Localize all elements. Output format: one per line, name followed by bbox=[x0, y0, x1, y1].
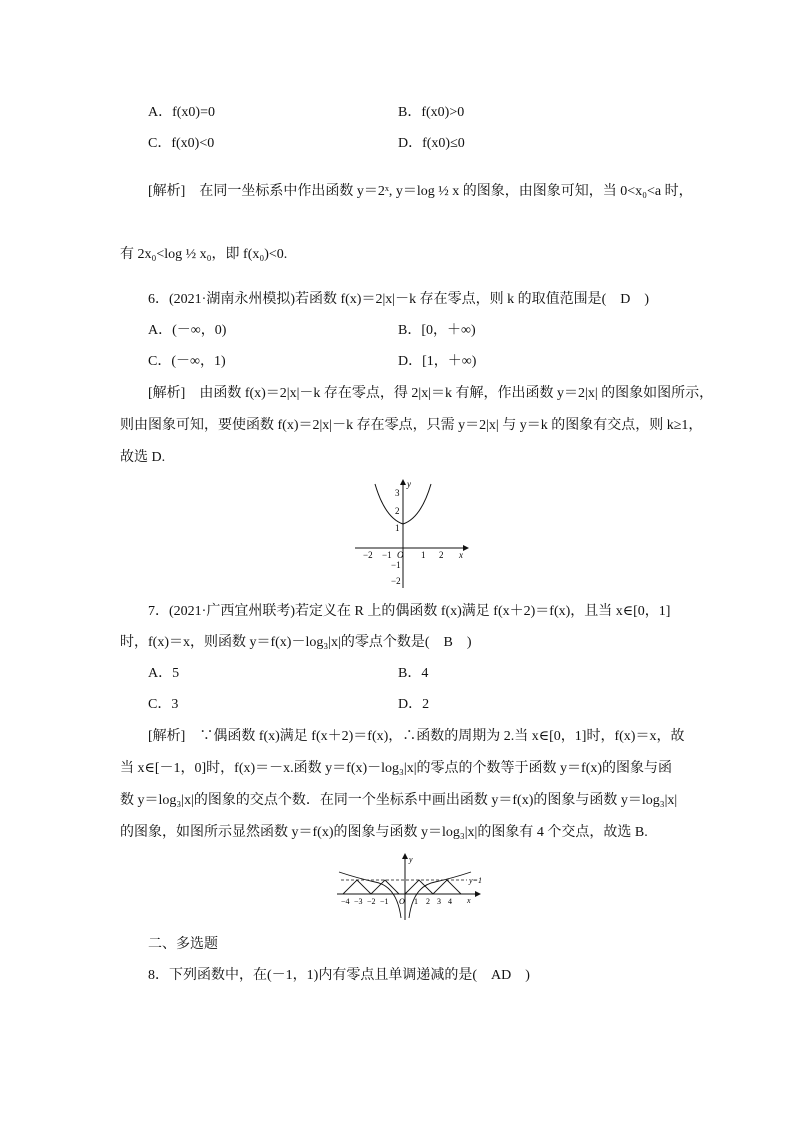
q6-ytick: −1 bbox=[391, 560, 401, 570]
q6-analysis-line3: 故选 D. bbox=[120, 450, 166, 465]
q6-analysis-line2: 则由图象可知，要使函数 f(x)＝2|x|－k 存在零点，只需 y＝2|x| 与 y＝k 的图象有交点，则 k≥1， bbox=[120, 418, 703, 433]
q6-option-c: C．(－∞，1) bbox=[148, 354, 226, 369]
q6-x-arrow bbox=[463, 545, 469, 551]
q7-xtick: −4 bbox=[341, 897, 350, 906]
q7-log-left bbox=[339, 872, 401, 918]
q7-option-d: D．2 bbox=[398, 697, 430, 712]
section-heading: 二、多选题 bbox=[148, 937, 218, 952]
q5-option-b: B．f(x0)>0 bbox=[398, 105, 465, 120]
q7-xtick: 2 bbox=[426, 897, 430, 906]
q5-analysis-line2: 有 2x₀<log ½ x₀，即 f(x₀)<0. bbox=[120, 247, 288, 262]
q7-stem-line2: 时，f(x)＝x，则函数 y＝f(x)－log₃|x|的零点个数是( B ) bbox=[120, 635, 472, 650]
q7-xtick: −2 bbox=[367, 897, 376, 906]
q5-option-c: C．f(x0)<0 bbox=[148, 136, 215, 151]
q7-y-label: y bbox=[409, 855, 413, 864]
q6-ytick: 1 bbox=[395, 523, 400, 533]
q7-graph bbox=[335, 852, 490, 922]
q7-y-arrow bbox=[402, 853, 408, 859]
q7-option-c: C．3 bbox=[148, 697, 179, 712]
q6-xtick: 2 bbox=[439, 550, 444, 560]
q7-xtick: 1 bbox=[414, 897, 418, 906]
q6-stem: 6．(2021·湖南永州模拟)若函数 f(x)＝2|x|－k 存在零点，则 k 的取值范围是( D ) bbox=[148, 292, 650, 307]
q6-analysis-line1: [解析] 由函数 f(x)＝2|x|－k 存在零点，得 2|x|＝k 有解，作出函数 y＝2|x| 的图象如图所示， bbox=[148, 386, 714, 401]
q7-stem-line1: 7．(2021·广西宜州联考)若定义在 R 上的偶函数 f(x)满足 f(x＋2)＝f(x)，且当 x∈[0，1] bbox=[148, 604, 671, 619]
q7-origin-label: O bbox=[399, 897, 405, 906]
q5-analysis-line1: [解析] 在同一坐标系中作出函数 y＝2ˣ, y＝log ½ x 的图象，由图象可知，当 0<x₀<a 时， bbox=[148, 184, 693, 199]
q7-option-b: B．4 bbox=[398, 666, 429, 681]
q8-stem: 8．下列函数中，在(－1，1)内有零点且单调递减的是( AD ) bbox=[148, 968, 530, 983]
q6-xtick: 1 bbox=[421, 550, 426, 560]
q6-y-label: y bbox=[407, 479, 411, 489]
q6-xtick: −2 bbox=[363, 550, 373, 560]
q7-log-right bbox=[409, 872, 471, 918]
q6-ytick: 3 bbox=[395, 488, 400, 498]
q7-xtick: −1 bbox=[380, 897, 389, 906]
q5-option-d: D．f(x0)≤0 bbox=[398, 136, 465, 151]
q6-option-a: A．(－∞，0) bbox=[148, 323, 227, 338]
q5-option-a: A．f(x0)=0 bbox=[148, 105, 215, 120]
q6-xtick: −1 bbox=[382, 550, 392, 560]
q6-origin-label: O bbox=[397, 550, 404, 560]
q6-option-d: D．[1，＋∞) bbox=[398, 354, 477, 369]
q7-x-arrow bbox=[475, 891, 481, 897]
q7-analysis-line4: 的图象，如图所示显然函数 y＝f(x)的图象与函数 y＝log₃|x|的图象有 4 个交点，故选 B. bbox=[120, 825, 648, 840]
q6-x-label: x bbox=[459, 550, 463, 560]
q7-xtick: 4 bbox=[448, 897, 452, 906]
q7-line-label: y=1 bbox=[469, 876, 482, 885]
q7-analysis-line2: 当 x∈[－1，0]时，f(x)＝－x.函数 y＝f(x)－log₃|x|的零点的个数等于函数 y＝f(x)的图象与函 bbox=[120, 761, 673, 776]
q6-ytick: −2 bbox=[391, 576, 401, 586]
q7-xtick: −3 bbox=[354, 897, 363, 906]
q7-option-a: A．5 bbox=[148, 666, 180, 681]
q7-xtick: 3 bbox=[437, 897, 441, 906]
q6-y-arrow bbox=[400, 479, 406, 485]
q7-sawtooth bbox=[343, 880, 461, 894]
q6-graph bbox=[355, 478, 470, 590]
q7-analysis-line3: 数 y＝log₃|x|的图象的交点个数．在同一个坐标系中画出函数 y＝f(x)的图象与函数 y＝log₃|x| bbox=[120, 793, 678, 808]
q7-x-label: x bbox=[467, 896, 471, 905]
q6-option-b: B．[0，＋∞) bbox=[398, 323, 476, 338]
q6-ytick: 2 bbox=[395, 506, 400, 516]
q7-analysis-line1: [解析] ∵偶函数 f(x)满足 f(x＋2)＝f(x)，∴函数的周期为 2.当 x∈[0，1]时，f(x)＝x，故 bbox=[148, 729, 685, 744]
